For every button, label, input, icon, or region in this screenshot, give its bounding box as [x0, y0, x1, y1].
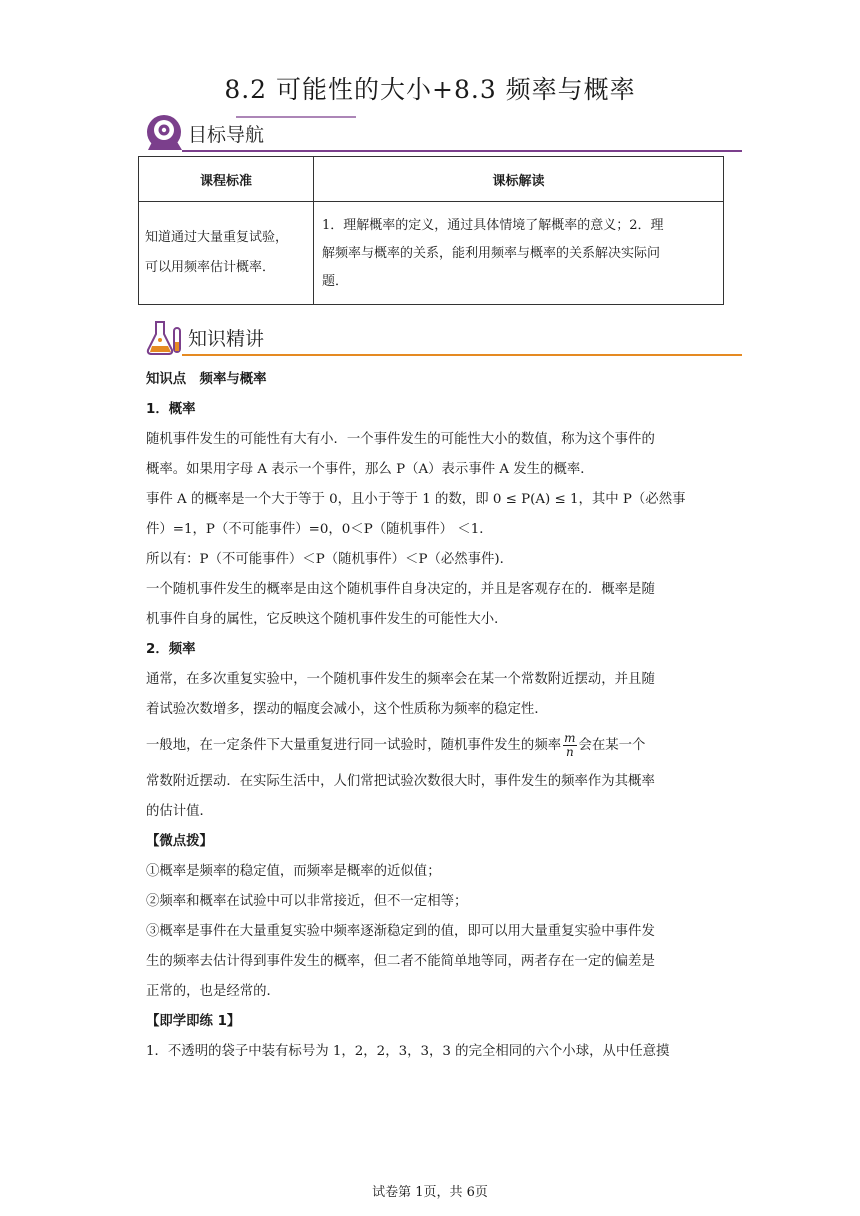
target-navigation-banner — [146, 114, 746, 154]
cell-line: 题． — [322, 274, 349, 289]
paragraph-line: 事件 A 的概率是一个大于等于 0，且小于等于 1 的数，即 0 ≤ P(A) ≤ 1，其中 P（必然事 — [146, 492, 686, 507]
paragraph-line: 概率。如果用字母 A 表示一个事件，那么 P（A）表示事件 A 发生的概率． — [146, 462, 594, 477]
fraction-denominator: n — [565, 745, 574, 759]
paragraph-line: 着试验次数增多，摆动的幅度会减小，这个性质称为频率的稳定性． — [146, 702, 548, 717]
text-fragment: 会在某一个 — [578, 738, 646, 753]
banner-title: 知识精讲 — [188, 328, 265, 350]
table-cell-standard — [139, 202, 314, 305]
tip-line: ①概率是频率的稳定值，而频率是概率的近似值； — [146, 864, 441, 879]
table-cell-interpretation — [314, 202, 724, 305]
cell-line: 可以用频率估计概率． — [145, 260, 276, 275]
paragraph-line: 机事件自身的属性，它反映这个随机事件发生的可能性大小． — [146, 612, 508, 627]
text-fragment: 一般地，在一定条件下大量重复进行同一试验时，随机事件发生的频率 — [146, 738, 562, 753]
paragraph-line: 所以有：P（不可能事件）＜P（随机事件）＜P（必然事件)． — [146, 552, 514, 567]
tip-line: ③概率是事件在大量重复实验中频率逐渐稳定到的值，即可以用大量重复实验中事件发 — [146, 924, 655, 939]
tip-line: ②频率和概率在试验中可以非常接近，但不一定相等； — [146, 894, 468, 909]
paragraph-line: 随机事件发生的可能性有大有小．一个事件发生的可能性大小的数值，称为这个事件的 — [146, 432, 655, 447]
paragraph-line: 一个随机事件发生的概率是由这个随机事件自身决定的，并且是客观存在的．概率是随 — [146, 582, 655, 597]
tip-line: 正常的，也是经常的． — [146, 984, 280, 999]
tip-line: 生的频率去估计得到事件发生的概率，但二者不能简单地等同，两者存在一定的偏差是 — [146, 954, 655, 969]
table-row — [139, 202, 724, 305]
cell-line: 1．理解概率的定义，通过具体情境了解概率的意义；2．理 — [322, 218, 664, 233]
subheading-frequency: 2．频率 — [146, 642, 196, 657]
practice-heading: 【即学即练 1】 — [146, 1014, 241, 1029]
knowledge-banner — [146, 318, 746, 358]
table-header-cell: 课标解读 — [314, 157, 724, 202]
page-title: 8.2 可能性的大小+8.3 频率与概率 — [224, 75, 636, 104]
question-line: 1．不透明的袋子中装有标号为 1，2，2，3，3，3 的完全相同的六个小球，从中任意摸 — [146, 1044, 670, 1059]
section-heading: 知识点 频率与概率 — [146, 372, 267, 387]
curriculum-table — [138, 156, 724, 305]
paragraph-line: 件）=1，P（不可能事件）=0，0＜P（随机事件） ＜1． — [146, 522, 493, 537]
cell-line: 知道通过大量重复试验， — [145, 230, 289, 245]
table-header-cell: 课程标准 — [139, 157, 314, 202]
cell-line: 解频率与概率的关系，能利用频率与概率的关系解决实际问 — [322, 246, 661, 261]
page-footer: 试卷第 1页，共 6页 — [372, 1185, 488, 1200]
paragraph-line: 的估计值． — [146, 804, 213, 819]
paragraph-line: 通常，在多次重复实验中，一个随机事件发生的频率会在某一个常数附近摆动，并且随 — [146, 672, 655, 687]
fraction-numerator: m — [564, 731, 576, 745]
tip-heading: 【微点拨】 — [146, 834, 213, 849]
knowledge-section — [146, 365, 724, 1067]
banner-title: 目标导航 — [188, 124, 265, 146]
fraction-m-over-n — [563, 732, 576, 759]
table-header-row — [139, 157, 724, 202]
paragraph-line — [146, 725, 724, 767]
subheading-probability: 1．概率 — [146, 402, 196, 417]
paragraph-line: 常数附近摆动．在实际生活中，人们常把试验次数很大时，事件发生的频率作为其概率 — [146, 774, 655, 789]
